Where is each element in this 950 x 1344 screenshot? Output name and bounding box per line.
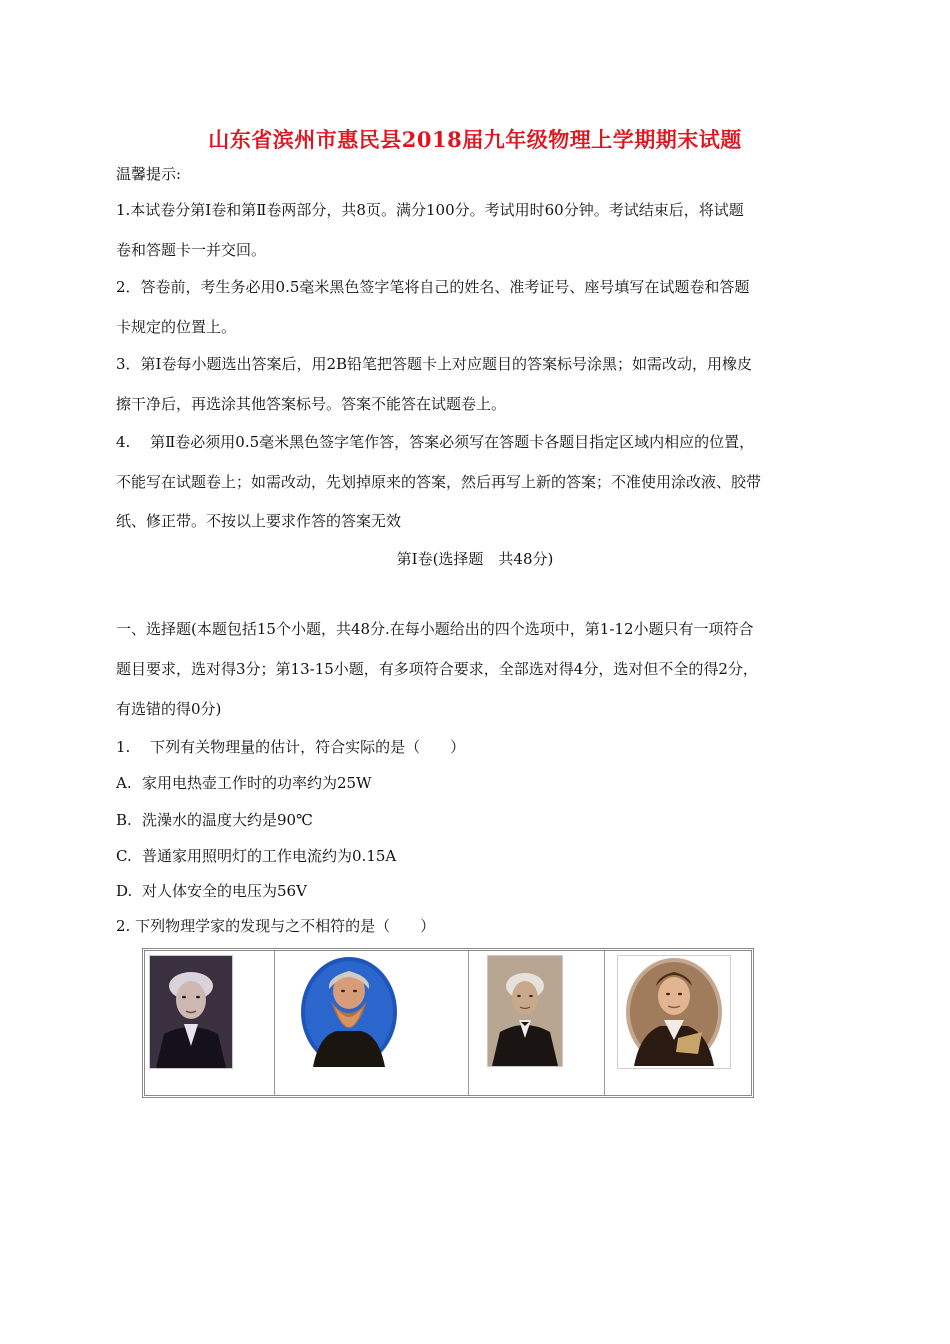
portrait-photo-icon (617, 955, 731, 1069)
tip-line: 1.本试卷分第Ⅰ卷和第Ⅱ卷两部分，共8页。满分100分。考试用时60分钟。考试结束后，将试题 (116, 201, 744, 219)
question-1-option-a (116, 773, 372, 793)
option-text: 对人体安全的电压为56V (142, 882, 307, 900)
question-2-stem: 2. 下列物理学家的发现与之不相符的是（ ） (116, 917, 436, 935)
section-intro-line: 一、选择题(本题包括15个小题，共48分.在每小题给出的四个选项中，第1-12小题只有一项符合 (116, 620, 754, 638)
portrait-photo-icon (299, 955, 399, 1069)
portrait-cell (145, 951, 275, 1095)
tip-line: 4. 第Ⅱ卷必须用0.5毫米黑色签字笔作答，答案必须写在答题卡各题目指定区域内相应的位置， (116, 433, 755, 451)
section-intro-line: 有选错的得0分) (116, 700, 222, 718)
portrait-photo-icon (487, 955, 563, 1067)
tip-line: 卡规定的位置上。 (116, 318, 237, 336)
option-letter: D. (116, 882, 133, 900)
tip-line: 擦干净后，再选涂其他答案标号。答案不能答在试题卷上。 (116, 395, 507, 413)
option-letter: C. (116, 847, 132, 865)
question-1-option-c (116, 846, 396, 866)
option-text: 洗澡水的温度大约是90℃ (142, 811, 313, 829)
portrait-photo-icon (149, 955, 233, 1069)
page-title: 山东省滨州市惠民县2018届九年级物理上学期期末试题 (208, 127, 742, 152)
tip-line: 2．答卷前，考生务必用0.5毫米黑色签字笔将自己的姓名、准考证号、座号填写在试题卷和答题 (116, 278, 750, 296)
question-1-stem: 1. 下列有关物理量的估计，符合实际的是（ ） (116, 738, 466, 756)
tip-line: 3．第Ⅰ卷每小题选出答案后，用2B铅笔把答题卡上对应题目的答案标号涂黑；如需改动，用橡皮 (116, 355, 753, 373)
section-intro-line: 题目要求，选对得3分；第13-15小题，有多项符合要求，全部选对得4分，选对但不全的得2分， (116, 660, 758, 678)
tip-line: 卷和答题卡一并交回。 (116, 241, 267, 259)
question-1-option-d (116, 881, 307, 901)
portrait-cell (469, 951, 605, 1095)
option-text: 家用电热壶工作时的功率约为25W (142, 774, 372, 792)
portrait-cell (605, 951, 751, 1095)
option-text: 普通家用照明灯的工作电流约为0.15A (142, 847, 397, 865)
tip-line: 不能写在试题卷上；如需改动，先划掉原来的答案，然后再写上新的答案；不准使用涂改液、胶带 (116, 473, 762, 491)
portrait-cell (275, 951, 469, 1095)
portrait-table (142, 948, 754, 1098)
option-letter: A. (116, 774, 132, 792)
tip-line: 纸、修正带。不按以上要求作答的答案无效 (116, 512, 402, 530)
tips-label: 温馨提示: (116, 165, 182, 183)
section-header: 第Ⅰ卷(选择题 共48分) (396, 550, 554, 568)
option-letter: B. (116, 811, 132, 829)
question-1-option-b (116, 810, 313, 830)
